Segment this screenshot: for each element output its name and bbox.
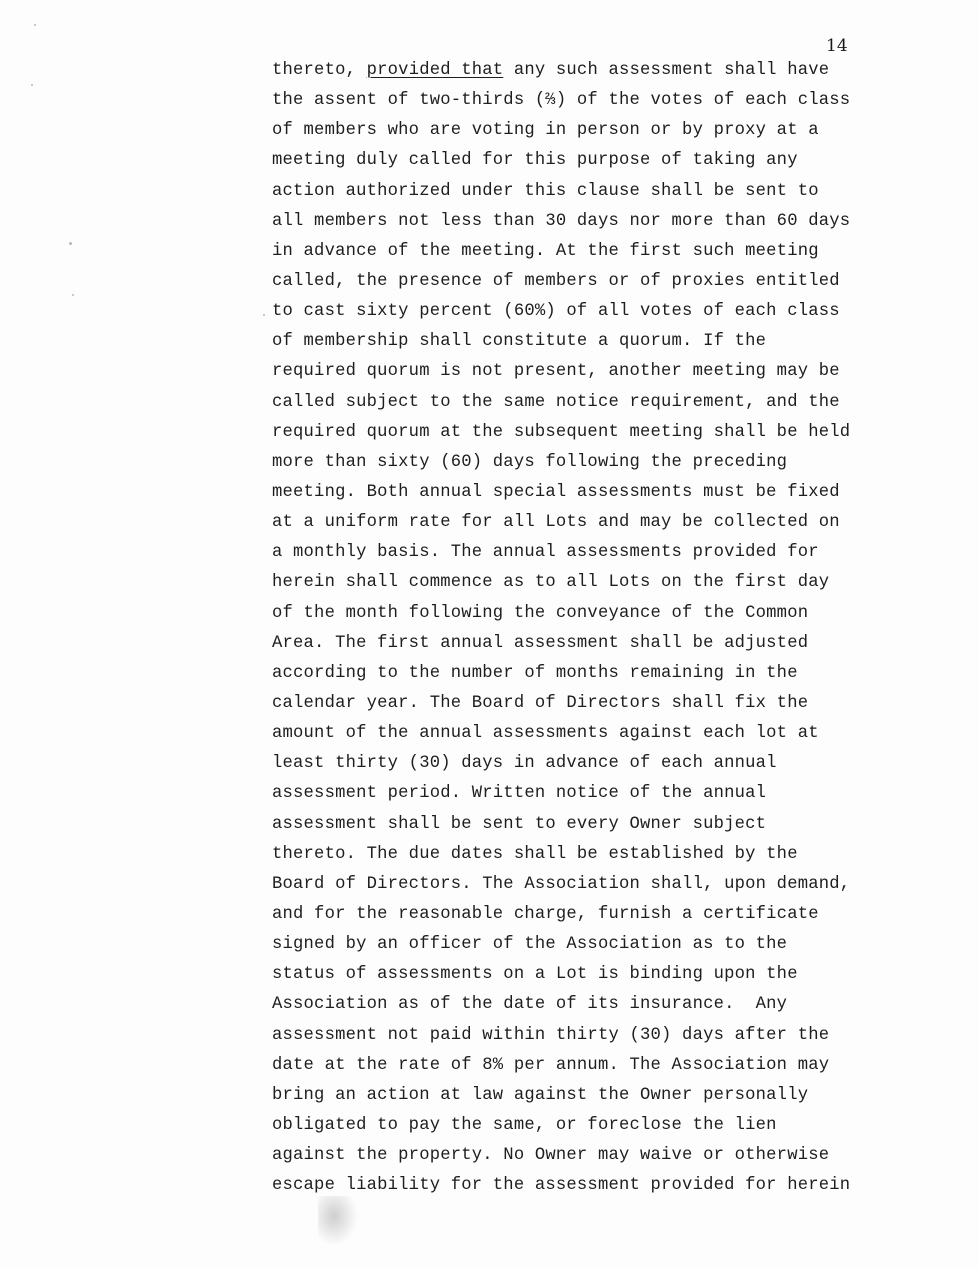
text-line: assessment not paid within thirty (30) days after the <box>272 1025 830 1045</box>
text-line: against the property. No Owner may waive or otherwise <box>272 1146 830 1166</box>
text-line: and for the reasonable charge, furnish a certificate <box>272 904 819 924</box>
text-line: required quorum is not present, another meeting may be <box>272 362 840 382</box>
text-line: all members not less than 30 days nor more than 60 days <box>272 211 851 231</box>
body-paragraph <box>272 56 872 1201</box>
text-line: to cast sixty percent (60%) of all votes of each class <box>272 302 840 322</box>
text-line: the assent of two-thirds (⅔) of the votes of each class <box>272 91 851 111</box>
scan-speck <box>263 314 265 316</box>
text-line: required quorum at the subsequent meeting shall be held <box>272 422 851 442</box>
text-line: status of assessments on a Lot is binding upon the <box>272 965 798 985</box>
scan-smudge <box>318 1196 358 1246</box>
scan-speck <box>31 84 33 86</box>
text-line: a monthly basis. The annual assessments provided for <box>272 543 819 563</box>
text-line: action authorized under this clause shall be sent to <box>272 181 819 201</box>
text-line-1: thereto, provided that any such assessment shall have <box>272 61 830 80</box>
text-line: meeting. Both annual special assessments must be fixed <box>272 482 840 502</box>
scan-speck <box>69 242 72 245</box>
text-line: Association as of the date of its insurance. Any <box>272 995 788 1015</box>
text-line: signed by an officer of the Association as to the <box>272 935 788 955</box>
text-line: assessment period. Written notice of the annual <box>272 784 767 804</box>
scan-speck <box>72 294 74 296</box>
text-line: escape liability for the assessment provided for herein <box>272 1176 851 1196</box>
text-line: thereto. The due dates shall be established by the <box>272 844 798 864</box>
text-line: date at the rate of 8% per annum. The Association may <box>272 1055 830 1075</box>
underlined-phrase: provided that <box>366 61 504 80</box>
text-line: according to the number of months remaining in the <box>272 663 798 683</box>
text-line: in advance of the meeting. At the first such meeting <box>272 241 819 261</box>
text-line: obligated to pay the same, or foreclose the lien <box>272 1115 777 1135</box>
text-line: Area. The first annual assessment shall be adjusted <box>272 633 809 653</box>
text-line: Board of Directors. The Association shall, upon demand, <box>272 874 851 894</box>
text-line: calendar year. The Board of Directors shall fix the <box>272 693 809 713</box>
text-line: least thirty (30) days in advance of each annual <box>272 754 777 774</box>
text-line: more than sixty (60) days following the preceding <box>272 452 788 472</box>
text-line: at a uniform rate for all Lots and may be collected on <box>272 513 840 533</box>
page-number: 14 <box>826 36 848 56</box>
text-line: meeting duly called for this purpose of taking any <box>272 151 798 171</box>
text-line: herein shall commence as to all Lots on the first day <box>272 573 830 593</box>
scan-speck <box>34 24 36 26</box>
text-line: of the month following the conveyance of the Common <box>272 603 809 623</box>
text-line: called subject to the same notice requirement, and the <box>272 392 840 412</box>
text-line: assessment shall be sent to every Owner subject <box>272 814 767 834</box>
text-line: called, the presence of members or of proxies entitled <box>272 271 840 291</box>
text-line: bring an action at law against the Owner personally <box>272 1085 809 1105</box>
text-line: amount of the annual assessments against each lot at <box>272 724 819 744</box>
text-line: of members who are voting in person or by proxy at a <box>272 121 819 141</box>
text-line: of membership shall constitute a quorum. If the <box>272 332 767 352</box>
